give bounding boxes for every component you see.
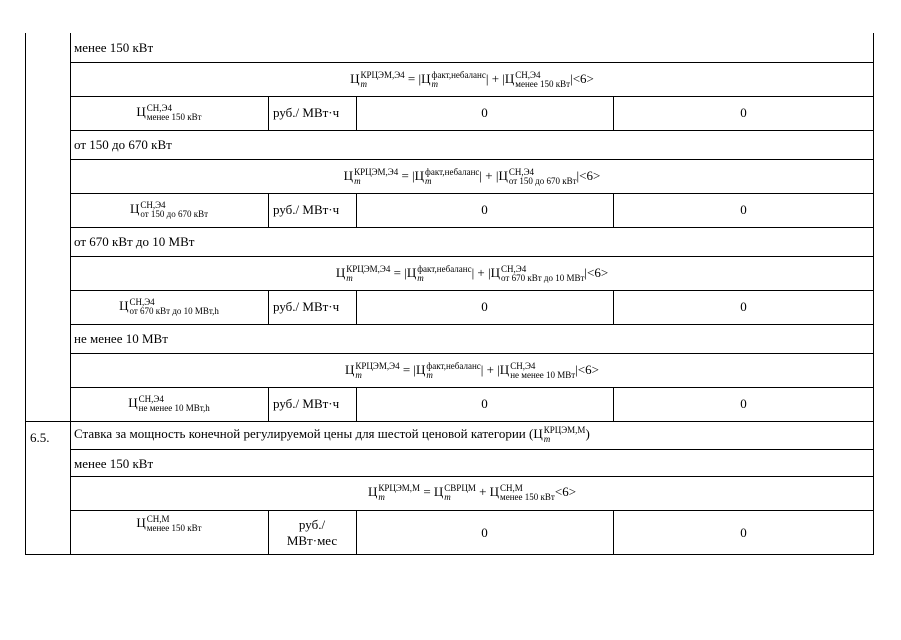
formula-lhs-sup: КРЦЭМ,Э4 xyxy=(360,70,405,81)
formula-lhs-indices xyxy=(355,362,399,380)
formula-term2-indices xyxy=(501,265,584,283)
group-label: от 150 до 670 кВт xyxy=(74,137,172,152)
section-title-text: Ставка за мощность конечной регулируемой цены для шестой ценовой категории (Ц xyxy=(74,426,543,441)
formula-lhs-sub: m xyxy=(360,79,368,90)
unit-cell: руб./ МВт·ч xyxy=(273,299,340,314)
formula-term2-sup: СН,Э4 xyxy=(501,264,527,275)
formula-tail: |<6> xyxy=(584,265,609,280)
formula-lhs-indices xyxy=(354,168,398,186)
formula-eq: = |Ц xyxy=(398,168,425,183)
formula-lhs-indices xyxy=(346,265,390,283)
formula-tail: |<6> xyxy=(570,71,594,86)
row-divider xyxy=(70,510,874,511)
formula-eq: = |Ц xyxy=(404,71,431,86)
formula-lhs-indices xyxy=(361,71,405,89)
col-divider xyxy=(268,193,269,227)
formula-term1-sub: m xyxy=(426,370,433,381)
symbol-sup: СН,Э4 xyxy=(146,103,172,113)
formula-term1-sub: m xyxy=(444,492,451,503)
formula-lhs-sup: КРЦЭМ,М xyxy=(378,483,421,494)
row-divider xyxy=(70,130,874,131)
section-title xyxy=(74,426,590,444)
formula-lhs-sub: m xyxy=(346,273,353,284)
row-divider xyxy=(70,324,874,325)
symbol-sub: менее 150 кВт xyxy=(146,523,202,533)
section-title-indices xyxy=(544,426,586,444)
symbol-sup: СН,Э4 xyxy=(138,394,164,404)
formula-lhs: Ц xyxy=(367,484,378,499)
tariff-symbol xyxy=(119,298,219,316)
row-divider xyxy=(70,193,874,194)
formula-eq: = Ц xyxy=(420,484,444,499)
unit-cell: руб./ МВт·ч xyxy=(273,202,340,217)
formula-plus: | + |Ц xyxy=(485,71,515,86)
symbol-sub: от 150 до 670 кВт xyxy=(140,209,209,219)
formula-term2-sup: СН,Э4 xyxy=(510,361,536,372)
tariff-symbol xyxy=(128,395,209,413)
symbol-indices xyxy=(147,104,202,122)
col-divider xyxy=(268,290,269,324)
symbol-sup: СН,Э4 xyxy=(140,200,166,210)
formula-line xyxy=(336,265,608,283)
formula-term2-indices xyxy=(510,362,575,380)
tariff-symbol xyxy=(130,201,208,219)
group-label: от 670 кВт до 10 МВт xyxy=(74,234,195,249)
formula-term1-indices xyxy=(417,265,471,283)
formula-term2-indices xyxy=(500,484,555,502)
formula-term1-sub: m xyxy=(425,176,432,187)
formula-lhs-sub: m xyxy=(378,492,385,503)
formula-term2-sub: менее 150 кВт xyxy=(500,492,555,503)
formula-tail: |<6> xyxy=(576,168,601,183)
row-divider xyxy=(70,476,874,477)
row-divider xyxy=(70,96,874,97)
row-divider xyxy=(70,159,874,160)
row-divider xyxy=(70,256,874,257)
formula-term2-indices xyxy=(515,71,570,89)
formula-eq: = |Ц xyxy=(399,362,426,377)
section-title-tail: ) xyxy=(585,426,590,441)
formula-lhs-sup: КРЦЭМ,Э4 xyxy=(355,361,400,372)
symbol-base: Ц xyxy=(136,103,146,119)
value-cell: 0 xyxy=(481,525,488,540)
symbol-sub: не менее 10 МВт,h xyxy=(138,403,210,413)
row-divider xyxy=(70,387,874,388)
formula-term2-sup: СН,Э4 xyxy=(508,167,535,178)
symbol-base: Ц xyxy=(129,200,140,216)
row-divider xyxy=(70,62,874,63)
group-label: не менее 10 МВт xyxy=(74,331,168,346)
tariff-symbol xyxy=(136,104,201,122)
row-divider xyxy=(70,290,874,291)
formula-term1-sup: факт,небаланс xyxy=(431,70,486,81)
formula-lhs-sup: КРЦЭМ,Э4 xyxy=(354,167,399,178)
formula-plus: | + |Ц xyxy=(471,265,501,280)
col-divider xyxy=(268,96,269,130)
formula-term1-sup: факт,небаланс xyxy=(425,167,480,178)
col-divider xyxy=(268,387,269,421)
symbol-indices xyxy=(147,515,202,533)
formula-lhs-indices xyxy=(378,484,420,502)
formula-term1-indices xyxy=(426,362,480,380)
symbol-sub: от 670 кВт до 10 МВт,h xyxy=(129,306,219,316)
formula-term1-indices xyxy=(432,71,486,89)
formula-term2-sub: от 150 до 670 кВт xyxy=(508,176,577,187)
formula-line xyxy=(350,71,594,89)
symbol-sup: СН,М xyxy=(146,514,170,524)
symbol-sub: менее 150 кВт xyxy=(146,112,202,122)
value-cell: 0 xyxy=(481,202,488,217)
formula-lhs-sup: КРЦЭМ,Э4 xyxy=(346,264,391,275)
tariff-symbol xyxy=(136,515,201,533)
formula-eq: = |Ц xyxy=(390,265,417,280)
value-cell: 0 xyxy=(740,525,747,540)
value-cell: 0 xyxy=(740,396,747,411)
formula-term2-indices xyxy=(509,168,577,186)
formula-lhs: Ц xyxy=(343,168,354,183)
section-number: 6.5. xyxy=(30,430,50,445)
formula-lhs-sub: m xyxy=(355,370,362,381)
symbol-base: Ц xyxy=(119,297,129,313)
value-cell: 0 xyxy=(481,299,488,314)
formula-term1-sup: СВРЦМ xyxy=(444,483,476,494)
unit-cell-line2: МВт·мес xyxy=(286,533,338,548)
symbol-indices xyxy=(140,201,208,219)
symbol-base: Ц xyxy=(128,394,138,410)
group-label: менее 150 кВт xyxy=(74,456,154,471)
value-cell: 0 xyxy=(481,396,488,411)
section-title-sup: КРЦЭМ,М xyxy=(543,425,586,436)
symbol-indices xyxy=(129,298,218,316)
formula-line xyxy=(345,362,599,380)
group-label: менее 150 кВт xyxy=(74,40,154,55)
formula-term2-sub: менее 150 кВт xyxy=(515,79,571,90)
row-divider xyxy=(25,421,874,422)
formula-line xyxy=(344,168,601,186)
formula-term2-sup: СН,М xyxy=(500,483,523,494)
formula-line xyxy=(368,484,576,502)
formula-term2-sub: от 670 кВт до 10 МВт xyxy=(501,273,585,284)
row-divider xyxy=(70,227,874,228)
value-cell: 0 xyxy=(481,105,488,120)
formula-tail: <6> xyxy=(554,484,577,499)
unit-cell: руб./ МВт·ч xyxy=(273,396,340,411)
formula-lhs: Ц xyxy=(345,362,355,377)
row-divider xyxy=(70,449,874,450)
symbol-sup: СН,Э4 xyxy=(129,297,155,307)
formula-term1-indices xyxy=(444,484,476,502)
formula-term1-indices xyxy=(425,168,479,186)
formula-term1-sup: факт,небаланс xyxy=(417,264,472,275)
symbol-indices xyxy=(139,395,210,413)
formula-plus: + Ц xyxy=(475,484,500,499)
formula-lhs-sub: m xyxy=(354,176,361,187)
value-cell: 0 xyxy=(740,299,747,314)
formula-lhs: Ц xyxy=(335,265,346,280)
formula-plus: | + |Ц xyxy=(480,362,510,377)
unit-cell-line1: руб./ xyxy=(298,517,326,532)
formula-tail: |<6> xyxy=(575,362,599,377)
symbol-base: Ц xyxy=(136,514,146,530)
formula-term1-sub: m xyxy=(417,273,424,284)
formula-term1-sub: m xyxy=(431,79,438,90)
formula-lhs: Ц xyxy=(350,71,360,86)
value-cell: 0 xyxy=(740,202,747,217)
unit-cell: руб./ МВт·ч xyxy=(273,105,340,120)
formula-plus: | + |Ц xyxy=(479,168,508,183)
formula-term2-sub: не менее 10 МВт xyxy=(510,370,576,381)
formula-term1-sup: факт,небаланс xyxy=(426,361,481,372)
value-cell: 0 xyxy=(740,105,747,120)
row-divider xyxy=(70,353,874,354)
formula-term2-sup: СН,Э4 xyxy=(515,70,541,81)
section-title-sub: m xyxy=(543,434,551,445)
